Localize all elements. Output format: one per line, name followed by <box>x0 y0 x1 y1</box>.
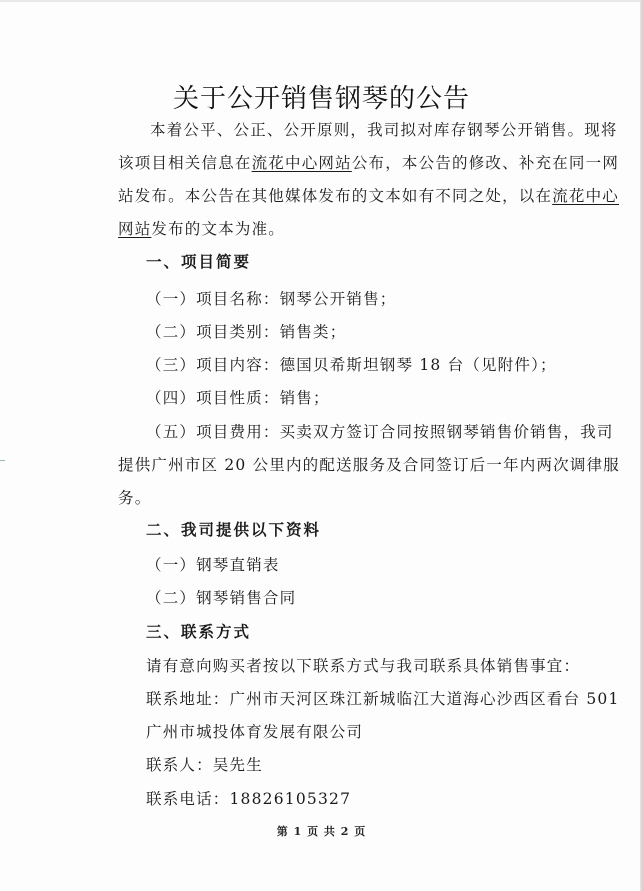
scan-top-edge <box>0 0 643 2</box>
list-item-continuation: 提供广州市区 20 公里内的配送服务及合同签订后一年内两次调律服 <box>118 456 620 474</box>
list-item: （二）项目类别：销售类； <box>146 323 347 341</box>
list-item: （一）钢琴直销表 <box>146 556 280 574</box>
website-link[interactable]: 流花中心 <box>552 187 620 205</box>
contact-address: 联系地址：广州市天河区珠江新城临江大道海心沙西区看台 501 <box>146 690 620 708</box>
list-item: （四）项目性质：销售； <box>146 389 330 407</box>
intro-text: 站发布。本公告在其他媒体发布的文本如有不同之处，以在 <box>118 187 553 205</box>
list-item-continuation: 务。 <box>118 489 152 507</box>
list-item: （一）项目名称：钢琴公开销售； <box>146 290 397 308</box>
website-link[interactable]: 流花中心网站 <box>251 154 352 172</box>
intro-text: 公布，本公告的修改、补充在同一网 <box>351 154 620 172</box>
contact-intro: 请有意向购买者按以下联系方式与我司联系具体销售事宜： <box>146 657 581 675</box>
intro-line-3 <box>118 184 619 206</box>
contact-phone: 联系电话：18826105327 <box>146 790 352 808</box>
section-heading-1: 一、项目简要 <box>146 252 252 271</box>
margin-mark <box>0 460 5 461</box>
website-link[interactable]: 网站 <box>118 220 152 238</box>
section-heading-2: 二、我司提供以下资料 <box>146 520 322 539</box>
intro-line-4 <box>118 217 285 239</box>
page-title: 关于公开销售钢琴的公告 <box>172 84 470 114</box>
list-item: （五）项目费用：买卖双方签订合同按照钢琴销售价销售，我司 <box>146 423 614 441</box>
section-heading-3: 三、联系方式 <box>146 622 252 641</box>
list-item: （三）项目内容：德国贝希斯坦钢琴 18 台（见附件）； <box>146 356 557 374</box>
list-item: （二）钢琴销售合同 <box>146 589 297 607</box>
intro-text: 发布的文本为准。 <box>151 220 286 238</box>
page-number: 第 1 页 共 2 页 <box>276 825 367 838</box>
contact-company: 广州市城投体育发展有限公司 <box>146 723 364 741</box>
intro-text: 该项目相关信息在 <box>118 154 252 172</box>
contact-person: 联系人：吴先生 <box>146 756 263 774</box>
intro-line-1: 本着公平、公正、公开原则，我司拟对库存钢琴公开销售。现将 <box>150 121 618 139</box>
intro-line-2 <box>118 151 619 173</box>
